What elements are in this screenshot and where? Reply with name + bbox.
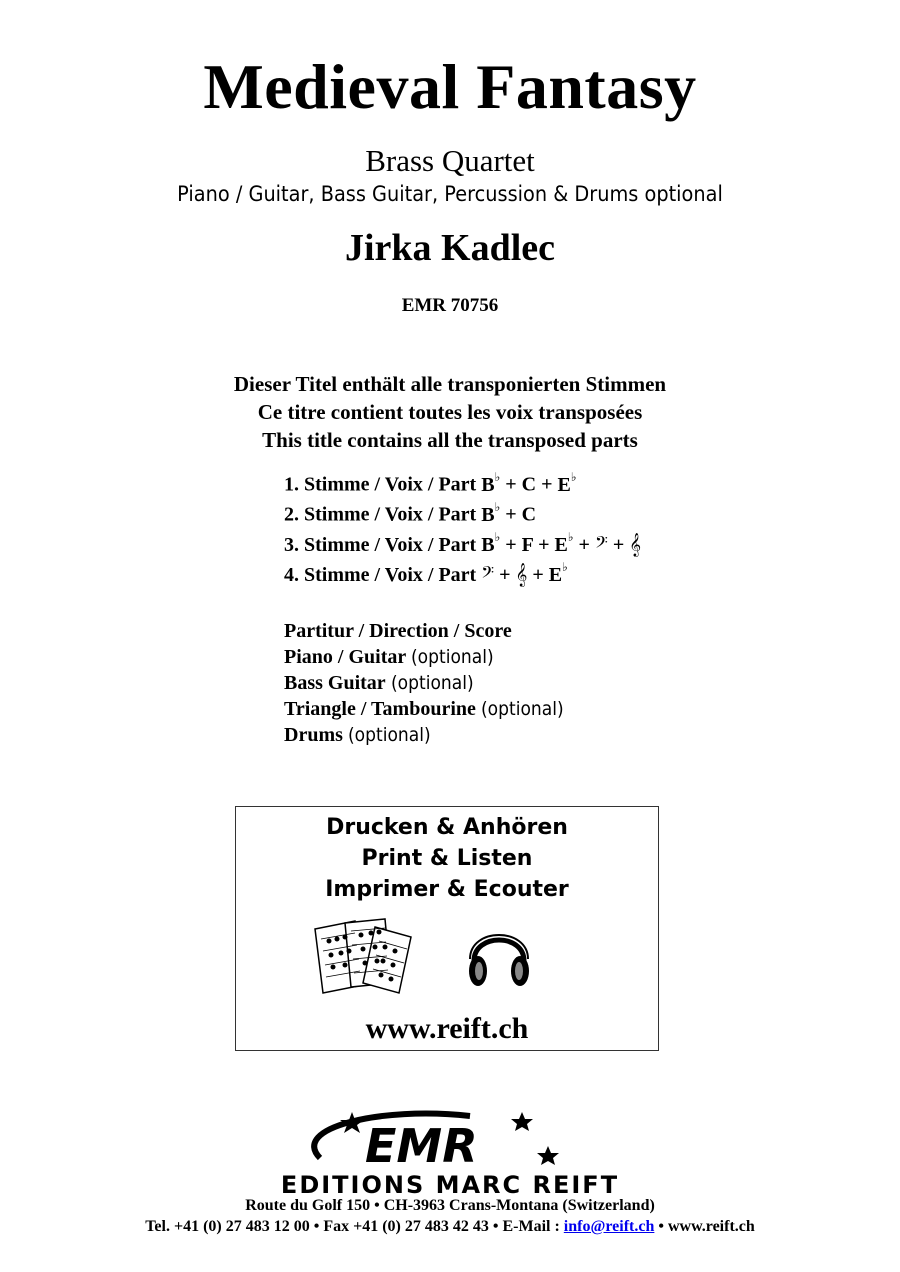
- part-row: 3. Stimme / Voix / Part B♭ + F + E♭ + 𝄢 + 𝄞: [284, 530, 642, 556]
- logo-text: EMR: [365, 1119, 478, 1170]
- part-row: 1. Stimme / Voix / Part B♭ + C + E♭: [284, 470, 577, 496]
- publisher-address: Route du Golf 150 • CH-3963 Crans-Montana (Switzerland): [245, 1197, 655, 1214]
- part-label: 1. Stimme / Voix / Part: [284, 473, 482, 496]
- email-link[interactable]: info@reift.ch: [563, 1218, 655, 1235]
- contact-website[interactable]: • www.reift.ch: [654, 1218, 755, 1235]
- part-label: 3. Stimme / Voix / Part: [284, 534, 482, 556]
- part-row: 2. Stimme / Voix / Part B♭ + C: [284, 500, 537, 526]
- part-key: C: [521, 503, 537, 526]
- instrumentation: Piano / Guitar, Bass Guitar, Percussion & Drums optional: [177, 182, 723, 206]
- part-key: B♭: [481, 530, 501, 556]
- extra-part-row: [284, 698, 573, 721]
- composer-name: Jirka Kadlec: [344, 227, 556, 269]
- optional-note: (optional): [390, 672, 474, 694]
- contact-phone-fax: Tel. +41 (0) 27 483 12 00 • Fax +41 (0) 27 483 42 43 • E-Mail :: [145, 1218, 564, 1235]
- extra-part-name: Bass Guitar: [284, 672, 386, 694]
- part-key: 𝄞: [629, 532, 642, 556]
- part-key: B♭: [481, 470, 501, 496]
- headphones-icon: [464, 919, 534, 991]
- part-key: E♭: [557, 470, 577, 496]
- part-key: B♭: [481, 500, 501, 526]
- catalog-number: EMR 70756: [401, 295, 499, 316]
- promo-line-french: Imprimer & Ecouter: [325, 877, 569, 902]
- promo-line-german: Drucken & Anhören: [326, 815, 568, 840]
- part-key: 𝄢: [481, 562, 495, 586]
- extra-part-name: Triangle / Tambourine: [284, 698, 476, 720]
- notice-english: This title contains all the transposed parts: [262, 428, 638, 452]
- notice-french: Ce titre contient toutes les voix transposées: [257, 400, 643, 424]
- extra-part-row: [284, 672, 483, 695]
- subtitle: Brass Quartet: [365, 143, 535, 178]
- publisher-name: EDITIONS MARC REIFT: [280, 1171, 620, 1199]
- part-key: 𝄢: [594, 532, 608, 556]
- promo-url[interactable]: www.reift.ch: [365, 1012, 529, 1045]
- page-title: Medieval Fantasy: [203, 51, 697, 122]
- part-key: E♭: [554, 530, 574, 556]
- emr-logo-icon: [300, 1108, 600, 1170]
- extra-part-row: [284, 646, 503, 669]
- part-key: E♭: [548, 560, 568, 586]
- optional-note: (optional): [347, 724, 431, 746]
- extra-part-row: [284, 620, 512, 643]
- optional-note: (optional): [480, 698, 564, 720]
- sheet-music-icon: [311, 915, 421, 995]
- part-label: 4. Stimme / Voix / Part: [284, 564, 482, 586]
- part-key: 𝄞: [515, 562, 528, 586]
- part-key: F: [521, 534, 534, 556]
- promo-line-english: Print & Listen: [361, 846, 533, 871]
- print-listen-box: [235, 806, 659, 1051]
- notice-german: Dieser Titel enthält alle transponierten Stimmen: [233, 372, 667, 396]
- part-row: 4. Stimme / Voix / Part 𝄢 + 𝄞 + E♭: [284, 560, 568, 586]
- extra-part-name: Piano / Guitar: [284, 646, 407, 668]
- optional-note: (optional): [411, 646, 494, 668]
- part-key: C: [521, 473, 537, 496]
- publisher-contact: [0, 1218, 900, 1236]
- extra-part-name: Partitur / Direction / Score: [284, 620, 512, 642]
- extra-part-name: Drums: [284, 724, 343, 746]
- extra-part-row: [284, 724, 440, 747]
- part-label: 2. Stimme / Voix / Part: [284, 503, 482, 526]
